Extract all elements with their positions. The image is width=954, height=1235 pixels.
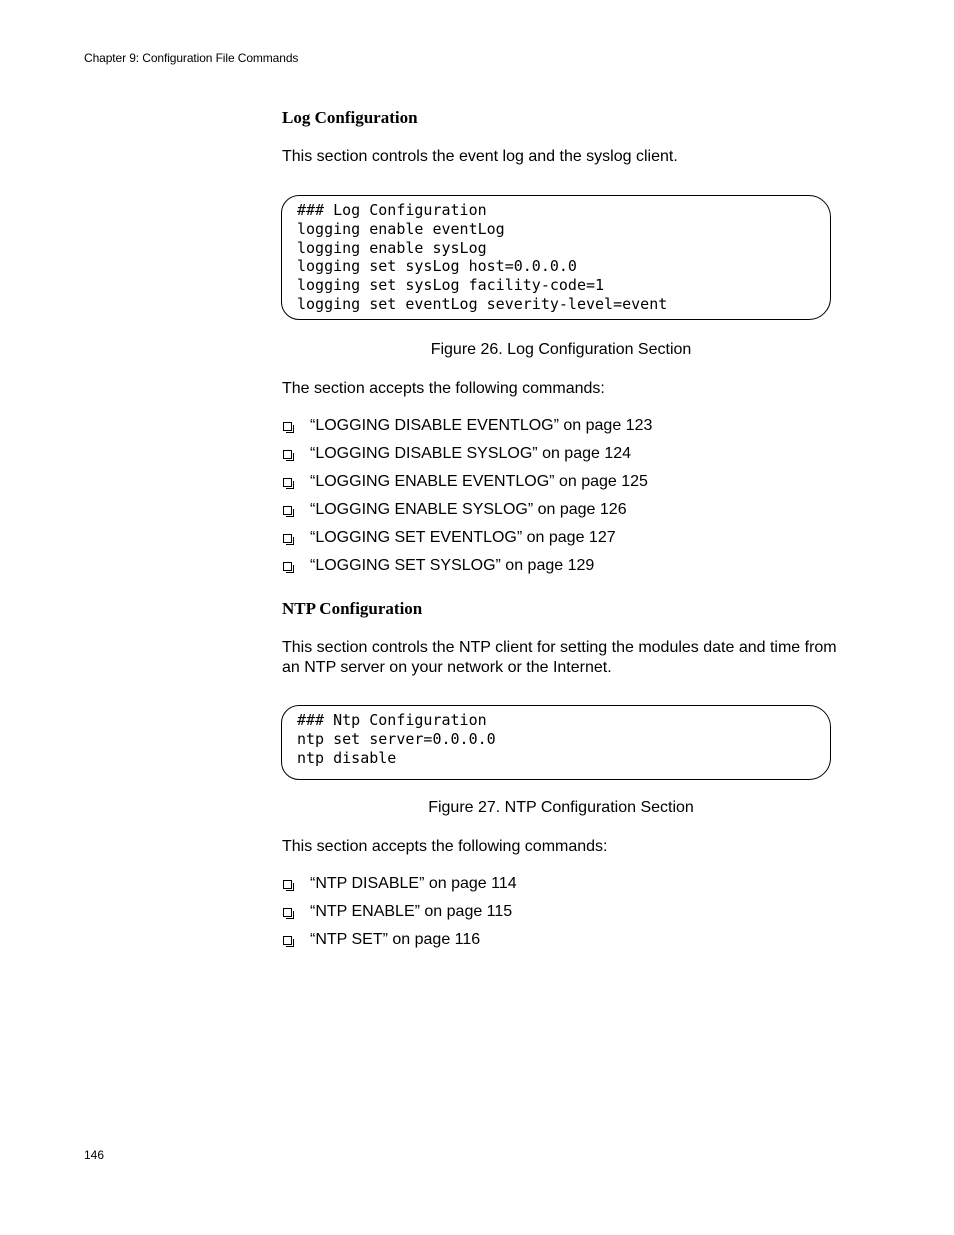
checkbox-bullet-icon <box>283 534 292 543</box>
log-configuration-heading: Log Configuration <box>282 108 418 127</box>
command-link[interactable]: “LOGGING ENABLE SYSLOG” on page 126 <box>310 501 627 518</box>
list-item[interactable] <box>282 528 652 556</box>
list-item[interactable] <box>282 472 652 500</box>
running-head: Chapter 9: Configuration File Commands <box>84 51 299 65</box>
checkbox-bullet-icon <box>283 422 292 431</box>
list-item[interactable] <box>282 416 652 444</box>
log-configuration-code-box <box>281 195 831 320</box>
log-configuration-code: ### Log Configuration logging enable eventLog logging enable sysLog logging set sysLog host=0.0.0.0 logging set sysLog facility-code=1 logging set eventLog severity-level=event <box>297 201 668 313</box>
ntp-accepts-text: This section accepts the following commands: <box>282 838 608 855</box>
log-accepts-text: The section accepts the following commands: <box>282 380 605 397</box>
command-link[interactable]: “LOGGING ENABLE EVENTLOG” on page 125 <box>310 473 648 490</box>
command-link[interactable]: “LOGGING SET SYSLOG” on page 129 <box>310 557 595 574</box>
checkbox-bullet-icon <box>283 506 292 515</box>
ntp-configuration-intro: This section controls the NTP client for setting the modules date and time from an NTP server on your network or the Internet. <box>282 639 837 676</box>
command-link[interactable]: “NTP SET” on page 116 <box>310 931 481 948</box>
ntp-configuration-code-box <box>281 705 831 780</box>
checkbox-bullet-icon <box>283 908 292 917</box>
list-item[interactable] <box>282 500 652 528</box>
checkbox-bullet-icon <box>283 450 292 459</box>
command-link[interactable]: “LOGGING DISABLE SYSLOG” on page 124 <box>310 445 632 462</box>
checkbox-bullet-icon <box>283 880 292 889</box>
list-item[interactable] <box>282 874 517 902</box>
list-item[interactable] <box>282 930 517 958</box>
list-item[interactable] <box>282 556 652 584</box>
checkbox-bullet-icon <box>283 562 292 571</box>
figure-26-caption: Figure 26. Log Configuration Section <box>430 341 692 358</box>
log-configuration-intro: This section controls the event log and the syslog client. <box>282 148 678 165</box>
list-item[interactable] <box>282 444 652 472</box>
checkbox-bullet-icon <box>283 936 292 945</box>
command-link[interactable]: “NTP DISABLE” on page 114 <box>310 875 517 892</box>
log-commands-list <box>282 416 652 584</box>
command-link[interactable]: “NTP ENABLE” on page 115 <box>310 903 513 920</box>
ntp-configuration-code: ### Ntp Configuration ntp set server=0.0.0.0 ntp disable <box>297 711 496 767</box>
checkbox-bullet-icon <box>283 478 292 487</box>
command-link[interactable]: “LOGGING SET EVENTLOG” on page 127 <box>310 529 616 546</box>
list-item[interactable] <box>282 902 517 930</box>
command-link[interactable]: “LOGGING DISABLE EVENTLOG” on page 123 <box>310 417 653 434</box>
figure-27-caption: Figure 27. NTP Configuration Section <box>428 799 694 816</box>
ntp-configuration-heading: NTP Configuration <box>282 599 423 618</box>
ntp-commands-list <box>282 874 517 958</box>
page-number: 146 <box>84 1148 105 1162</box>
